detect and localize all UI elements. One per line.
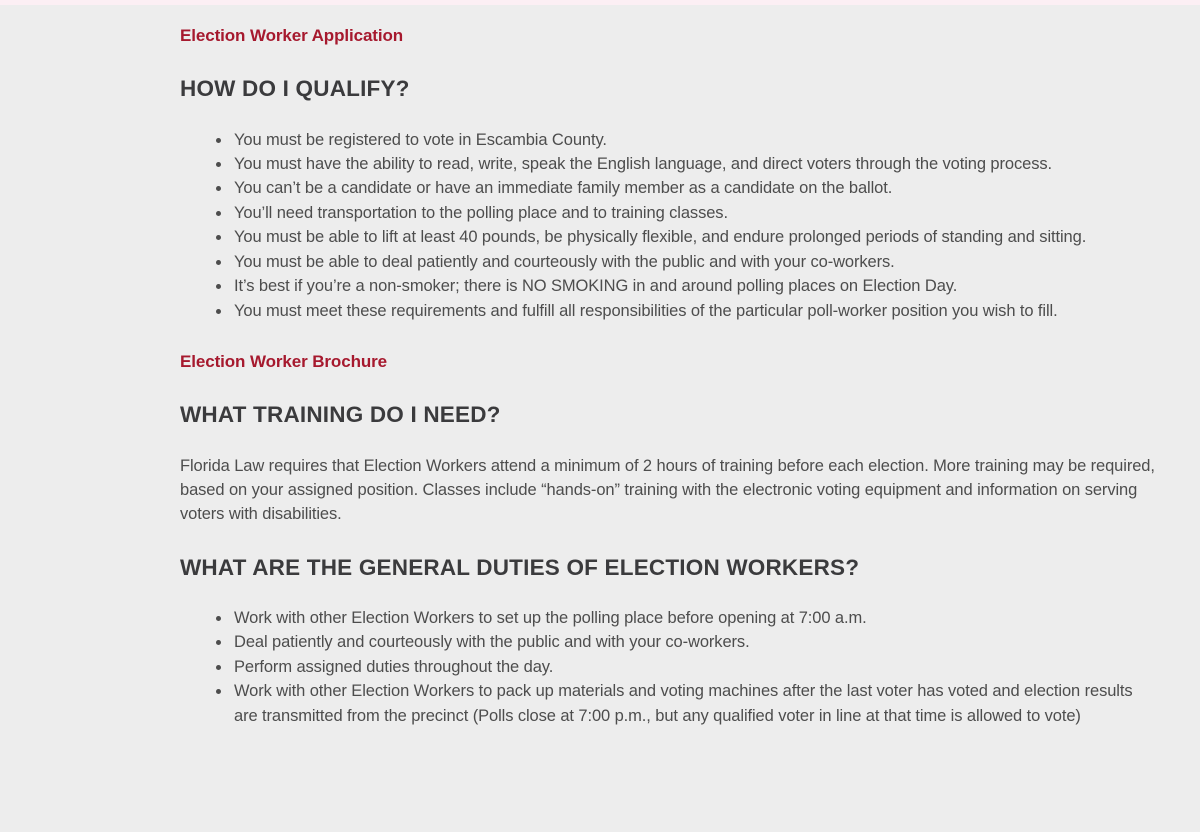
qualify-item: • You can’t be a candidate or have an immediate family member as a candidate on the ballot. — [232, 176, 1160, 200]
duty-item: • Deal patiently and courteously with the public and with your co-workers. — [232, 630, 1160, 654]
duties-heading: WHAT ARE THE GENERAL DUTIES OF ELECTION WORKERS? — [180, 554, 860, 580]
qualify-list — [180, 128, 1160, 323]
training-paragraph: Florida Law requires that Election Workers attend a minimum of 2 hours of training before each election. More training may be required, based on your assigned position. Classes include “hands-on” training with the electronic voting equipment and information on serving voters with disabilities. — [180, 456, 1155, 524]
training-heading: WHAT TRAINING DO I NEED? — [180, 402, 501, 428]
election-worker-application-link[interactable]: Election Worker Application — [180, 26, 404, 45]
qualify-item: • You must be registered to vote in Escambia County. — [232, 128, 1160, 152]
qualify-item: • You’ll need transportation to the polling place and to training classes. — [232, 201, 1160, 225]
election-worker-brochure-link[interactable]: Election Worker Brochure — [180, 351, 388, 371]
qualify-item: • You must be able to deal patiently and courteously with the public and with your co-workers. — [232, 250, 1160, 274]
brochure-link-row — [180, 349, 1160, 374]
duties-list — [180, 606, 1160, 728]
main-content — [180, 5, 1160, 728]
qualify-item: • You must be able to lift at least 40 pounds, be physically flexible, and endure prolonged periods of standing and sitting. — [232, 225, 1160, 249]
qualify-heading: HOW DO I QUALIFY? — [180, 76, 410, 102]
duty-item: • Work with other Election Workers to set up the polling place before opening at 7:00 a.m. — [232, 606, 1160, 630]
duty-item: • Perform assigned duties throughout the day. — [232, 655, 1160, 679]
application-link-row — [180, 23, 1160, 48]
qualify-item: • You must meet these requirements and fulfill all responsibilities of the particular poll-worker position you wish to fill. — [232, 299, 1160, 323]
duty-item: • Work with other Election Workers to pack up materials and voting machines after the last voter has voted and election results are transmitted from the precinct (Polls close at 7:00 p.m., but any qualified voter in line at that time is allowed to vote) — [232, 679, 1160, 728]
qualify-item: • You must have the ability to read, write, speak the English language, and direct voters through the voting process. — [232, 152, 1160, 176]
qualify-item: • It’s best if you’re a non-smoker; there is NO SMOKING in and around polling places on Election Day. — [232, 274, 1160, 298]
